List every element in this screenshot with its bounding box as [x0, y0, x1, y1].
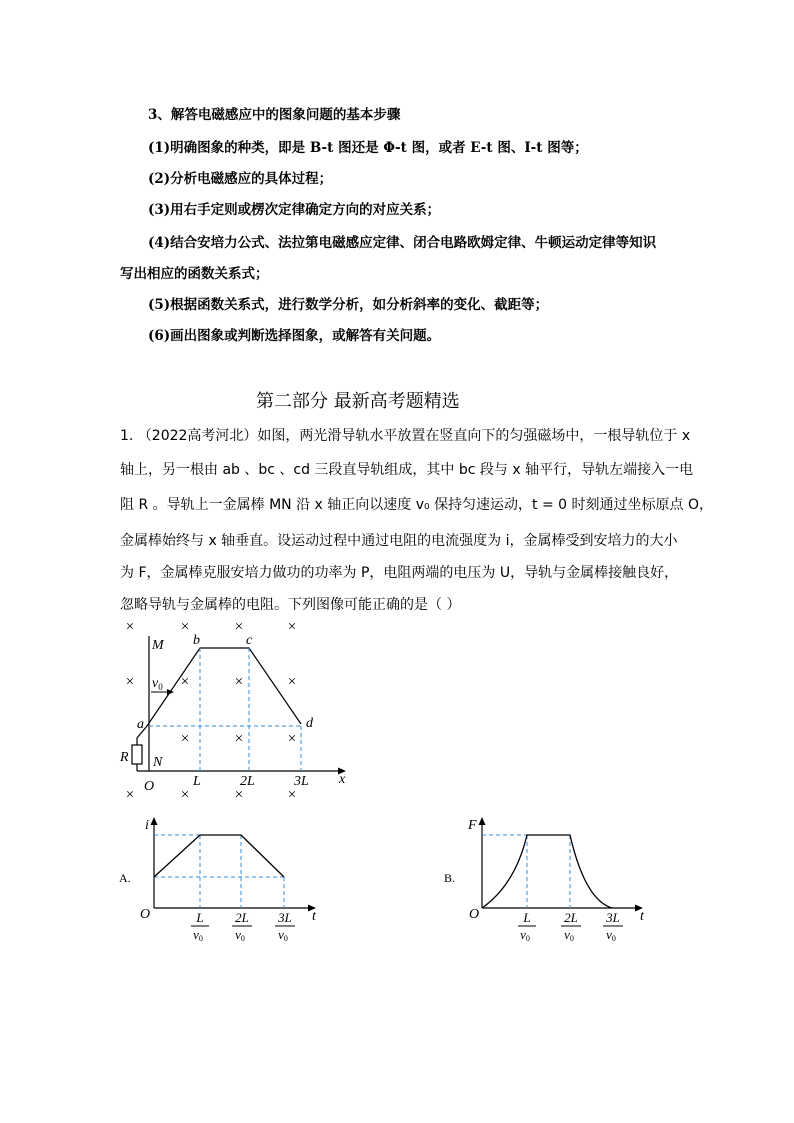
label-N: N — [153, 755, 163, 770]
label-v0: $v_0$ — [152, 676, 163, 692]
label-b: b — [193, 633, 200, 648]
field-cross: × — [180, 731, 190, 747]
svg-text:v0: v0 — [606, 927, 616, 943]
question-line-1: 1. （2022高考河北）如图，两光滑导轨水平放置在竖直向下的匀强磁场中，一根导轨位于 x — [120, 428, 691, 444]
dashed-guides — [149, 648, 301, 771]
step-4-cont: 写出相应的函数关系式； — [120, 266, 269, 282]
svg-text:v0: v0 — [520, 927, 530, 943]
question-line-4: 金属棒始终与 x 轴垂直。设运动过程中通过电阻的电流强度为 i，金属棒受到安培力的大小 — [120, 533, 678, 549]
graph-b — [435, 812, 660, 944]
field-cross: × — [125, 787, 135, 803]
field-cross: × — [234, 787, 244, 803]
field-cross: × — [180, 787, 190, 803]
rail-diagram — [110, 612, 360, 807]
field-cross: × — [180, 674, 190, 690]
label-c: c — [246, 633, 253, 648]
graph-a — [110, 812, 330, 944]
graph-a-ylabel: i — [145, 818, 149, 833]
graph-a-tick-3L: 3L — [278, 910, 292, 925]
graph-b-xlabel: t — [640, 909, 644, 924]
field-cross: × — [287, 674, 297, 690]
svg-text:v0: v0 — [278, 927, 288, 943]
resistor-R — [132, 745, 142, 764]
graph-a-tick-2L: 2L — [235, 910, 249, 925]
step-5: (5)根据函数关系式，进行数学分析，如分析斜率的变化、截距等； — [148, 297, 549, 313]
graph-b-curve — [482, 835, 612, 908]
field-cross: × — [234, 674, 244, 690]
field-cross: × — [287, 731, 297, 747]
rail-abcd — [137, 648, 301, 745]
step-2: (2)分析电磁感应的具体过程； — [148, 171, 333, 187]
label-2L: 2L — [240, 774, 255, 789]
question-line-2: 轴上，另一根由 ab 、bc 、cd 三段直导轨组成，其中 bc 段与 x 轴平行，导轨左端接入一电 — [120, 462, 694, 478]
graph-b-ylabel: F — [468, 818, 477, 833]
svg-text:v0: v0 — [235, 927, 245, 943]
field-cross: × — [125, 674, 135, 690]
section-title: 第二部分 最新高考题精选 — [256, 391, 460, 412]
graph-a-tick-L: L — [196, 910, 204, 925]
label-L: L — [193, 774, 201, 789]
field-cross: × — [125, 619, 135, 635]
question-line-6: 忽略导轨与金属棒的电阻。下列图像可能正确的是（ ） — [120, 597, 461, 613]
graph-a-curve — [154, 835, 284, 877]
question-line-3: 阻 R 。导轨上一金属棒 MN 沿 x 轴正向以速度 v₀ 保持匀速运动，t = 0 时刻通过坐标原点 O， — [120, 497, 714, 513]
svg-text:v0: v0 — [564, 927, 574, 943]
svg-text:v0: v0 — [193, 927, 203, 943]
graph-b-tick-2L: 2L — [564, 910, 578, 925]
step-6: (6)画出图象或判断选择图象，或解答有关问题。 — [148, 328, 441, 344]
step-1: (1)明确图象的种类，即是 B-t 图还是 Φ-t 图，或者 E-t 图、I-t 图等； — [148, 140, 588, 156]
label-R: R — [120, 750, 129, 765]
graph-a-origin: O — [140, 907, 151, 922]
steps-heading: 3、解答电磁感应中的图象问题的基本步骤 — [148, 107, 401, 123]
label-d: d — [306, 716, 313, 731]
step-4: (4)结合安培力公式、法拉第电磁感应定律、闭合电路欧姆定律、牛顿运动定律等知识 — [148, 235, 657, 251]
label-3L: 3L — [294, 774, 309, 789]
field-cross: × — [234, 731, 244, 747]
label-M: M — [152, 638, 164, 653]
label-a: a — [137, 717, 144, 732]
step-3: (3)用右手定则或楞次定律确定方向的对应关系； — [148, 202, 441, 218]
graph-b-tick-3L: 3L — [606, 910, 620, 925]
field-cross: × — [287, 619, 297, 635]
field-cross: × — [180, 619, 190, 635]
label-O: O — [144, 779, 155, 794]
graph-a-xlabel: t — [312, 909, 316, 924]
label-x: x — [339, 772, 346, 787]
question-line-5: 为 F，金属棒克服安培力做功的功率为 P，电阻两端的电压为 U，导轨与金属棒接触良好， — [120, 565, 679, 581]
option-a-label: A. — [119, 871, 131, 885]
field-cross: × — [287, 787, 297, 803]
option-b-label: B. — [444, 871, 456, 885]
graph-b-tick-L: L — [523, 910, 531, 925]
graph-b-origin: O — [469, 907, 480, 922]
field-cross: × — [234, 619, 244, 635]
